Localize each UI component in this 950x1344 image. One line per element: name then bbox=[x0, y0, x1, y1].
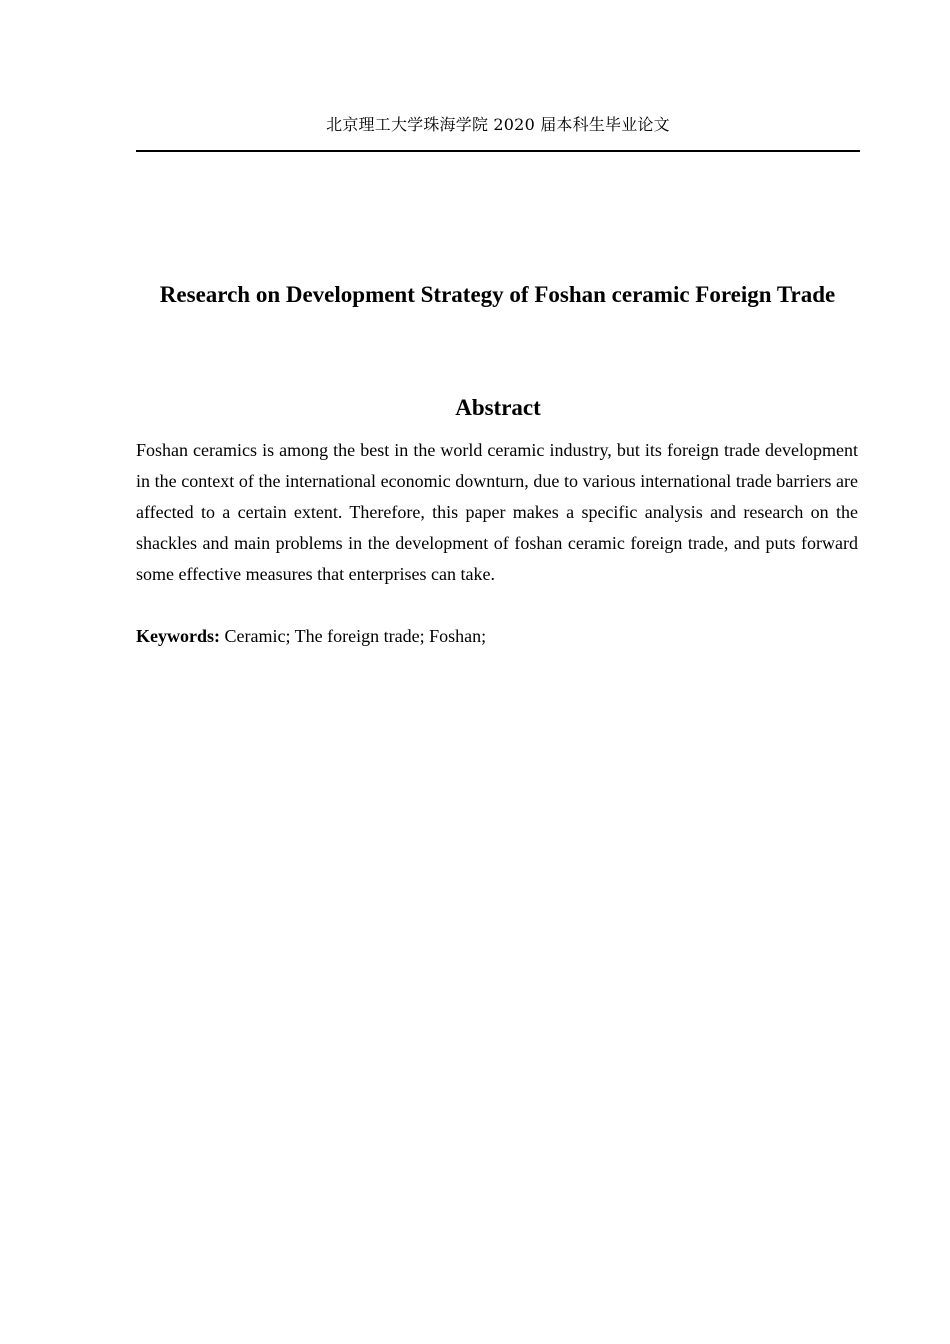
abstract-heading: Abstract bbox=[455, 395, 541, 420]
abstract-body: Foshan ceramics is among the best in the world ceramic industry, but its foreign trade development in the context of the international economic downturn, due to various international trade barriers are affected to a certain extent. Therefore, this paper makes a specific analysis and research on the shackles and main problems in the development of foshan ceramic foreign trade, and puts forward some effective measures that enterprises can take. bbox=[136, 440, 858, 584]
header-rule bbox=[136, 150, 860, 152]
running-header: 北京理工大学珠海学院 2020 届本科生毕业论文 bbox=[326, 115, 670, 134]
keywords-label: Keywords: bbox=[136, 626, 220, 646]
keywords-value: Ceramic; The foreign trade; Foshan; bbox=[224, 626, 487, 646]
paper-title: Research on Development Strategy of Foshan ceramic Foreign Trade bbox=[159, 282, 836, 307]
keywords-line bbox=[136, 621, 858, 652]
